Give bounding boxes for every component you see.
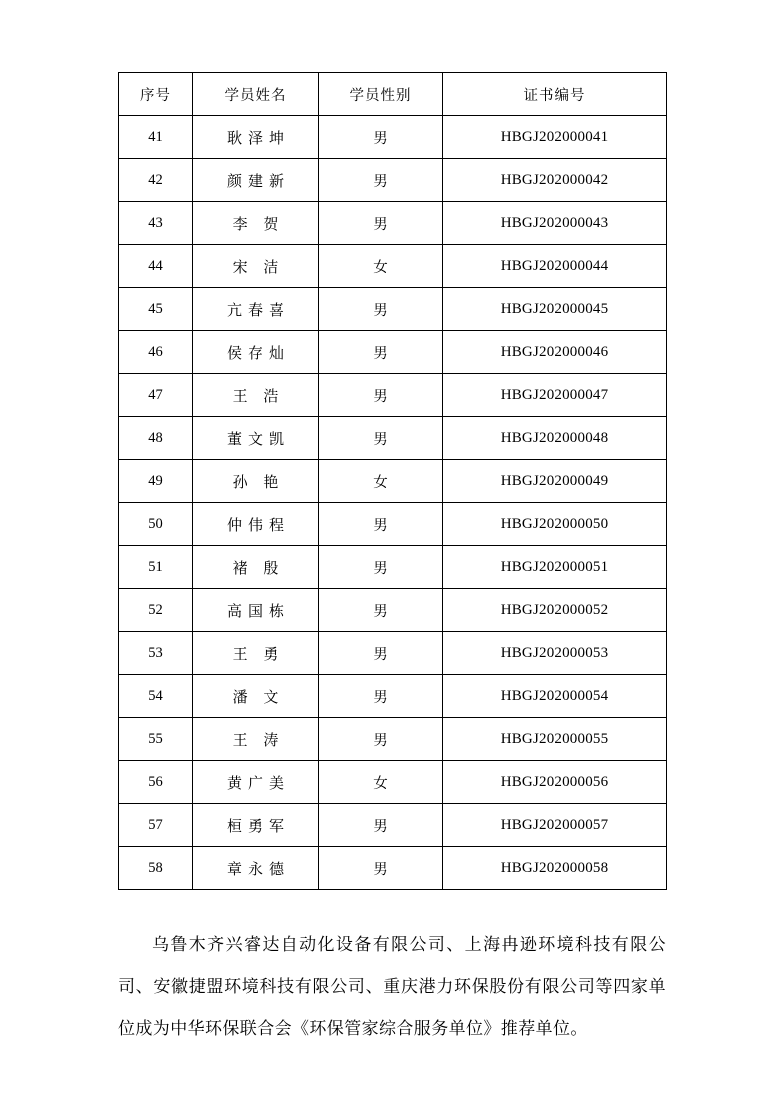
cell-index: 49 [119, 460, 193, 503]
table-row [119, 804, 667, 847]
cell-name: 宋 洁 [193, 245, 319, 288]
cell-index: 42 [119, 159, 193, 202]
table-row [119, 718, 667, 761]
cell-sex: 女 [319, 245, 443, 288]
cell-certificate: HBGJ202000058 [443, 847, 667, 890]
cell-certificate: HBGJ202000049 [443, 460, 667, 503]
cell-sex: 男 [319, 546, 443, 589]
cell-name: 桓勇军 [193, 804, 319, 847]
cell-certificate: HBGJ202000056 [443, 761, 667, 804]
cell-sex: 男 [319, 675, 443, 718]
cell-name: 王 浩 [193, 374, 319, 417]
cell-certificate: HBGJ202000046 [443, 331, 667, 374]
cell-certificate: HBGJ202000050 [443, 503, 667, 546]
cell-certificate: HBGJ202000052 [443, 589, 667, 632]
cell-name: 仲伟程 [193, 503, 319, 546]
table-row [119, 331, 667, 374]
table-row [119, 460, 667, 503]
cell-index: 58 [119, 847, 193, 890]
cell-sex: 男 [319, 331, 443, 374]
table-header [119, 73, 667, 116]
cell-certificate: HBGJ202000051 [443, 546, 667, 589]
cell-name: 王 涛 [193, 718, 319, 761]
cell-certificate: HBGJ202000055 [443, 718, 667, 761]
column-header-certificate: 证书编号 [443, 73, 667, 116]
cell-certificate: HBGJ202000043 [443, 202, 667, 245]
cell-index: 50 [119, 503, 193, 546]
cell-sex: 男 [319, 417, 443, 460]
cell-index: 51 [119, 546, 193, 589]
cell-certificate: HBGJ202000053 [443, 632, 667, 675]
cell-certificate: HBGJ202000045 [443, 288, 667, 331]
table-row [119, 245, 667, 288]
cell-name: 高国栋 [193, 589, 319, 632]
cell-sex: 男 [319, 116, 443, 159]
cell-index: 47 [119, 374, 193, 417]
trainee-certificate-table [118, 72, 667, 890]
table-row [119, 847, 667, 890]
cell-sex: 男 [319, 589, 443, 632]
table-row [119, 761, 667, 804]
table-row [119, 116, 667, 159]
column-header-index: 序号 [119, 73, 193, 116]
cell-name: 侯存灿 [193, 331, 319, 374]
cell-certificate: HBGJ202000044 [443, 245, 667, 288]
column-header-sex: 学员性别 [319, 73, 443, 116]
cell-name: 黄广美 [193, 761, 319, 804]
cell-index: 57 [119, 804, 193, 847]
cell-name: 孙 艳 [193, 460, 319, 503]
cell-sex: 男 [319, 632, 443, 675]
cell-sex: 女 [319, 460, 443, 503]
cell-index: 56 [119, 761, 193, 804]
cell-index: 53 [119, 632, 193, 675]
cell-name: 董文凯 [193, 417, 319, 460]
cell-index: 48 [119, 417, 193, 460]
cell-name: 亢春喜 [193, 288, 319, 331]
cell-certificate: HBGJ202000054 [443, 675, 667, 718]
column-header-name: 学员姓名 [193, 73, 319, 116]
cell-name: 李 贺 [193, 202, 319, 245]
cell-index: 46 [119, 331, 193, 374]
table-row [119, 675, 667, 718]
cell-sex: 男 [319, 288, 443, 331]
table-body [119, 116, 667, 890]
cell-index: 44 [119, 245, 193, 288]
body-paragraph: 乌鲁木齐兴睿达自动化设备有限公司、上海冉逊环境科技有限公司、安徽捷盟环境科技有限公司、重庆港力环保股份有限公司等四家单位成为中华环保联合会《环保管家综合服务单位》推荐单位。 [118, 935, 666, 1038]
cell-certificate: HBGJ202000048 [443, 417, 667, 460]
table-row [119, 503, 667, 546]
cell-certificate: HBGJ202000057 [443, 804, 667, 847]
cell-sex: 男 [319, 847, 443, 890]
cell-sex: 女 [319, 761, 443, 804]
cell-index: 41 [119, 116, 193, 159]
table-row [119, 374, 667, 417]
cell-certificate: HBGJ202000047 [443, 374, 667, 417]
cell-sex: 男 [319, 159, 443, 202]
table-row [119, 288, 667, 331]
cell-certificate: HBGJ202000042 [443, 159, 667, 202]
cell-sex: 男 [319, 804, 443, 847]
cell-name: 褚 殷 [193, 546, 319, 589]
table-row [119, 159, 667, 202]
cell-name: 章永德 [193, 847, 319, 890]
table-row [119, 202, 667, 245]
cell-index: 45 [119, 288, 193, 331]
cell-name: 潘 文 [193, 675, 319, 718]
table-row [119, 546, 667, 589]
table-row [119, 417, 667, 460]
table-row [119, 589, 667, 632]
cell-name: 颜建新 [193, 159, 319, 202]
cell-name: 王 勇 [193, 632, 319, 675]
cell-name: 耿泽坤 [193, 116, 319, 159]
cell-certificate: HBGJ202000041 [443, 116, 667, 159]
cell-index: 52 [119, 589, 193, 632]
table-header-row [119, 73, 667, 116]
cell-index: 54 [119, 675, 193, 718]
cell-sex: 男 [319, 718, 443, 761]
cell-index: 55 [119, 718, 193, 761]
cell-index: 43 [119, 202, 193, 245]
table-row [119, 632, 667, 675]
cell-sex: 男 [319, 374, 443, 417]
cell-sex: 男 [319, 202, 443, 245]
cell-sex: 男 [319, 503, 443, 546]
